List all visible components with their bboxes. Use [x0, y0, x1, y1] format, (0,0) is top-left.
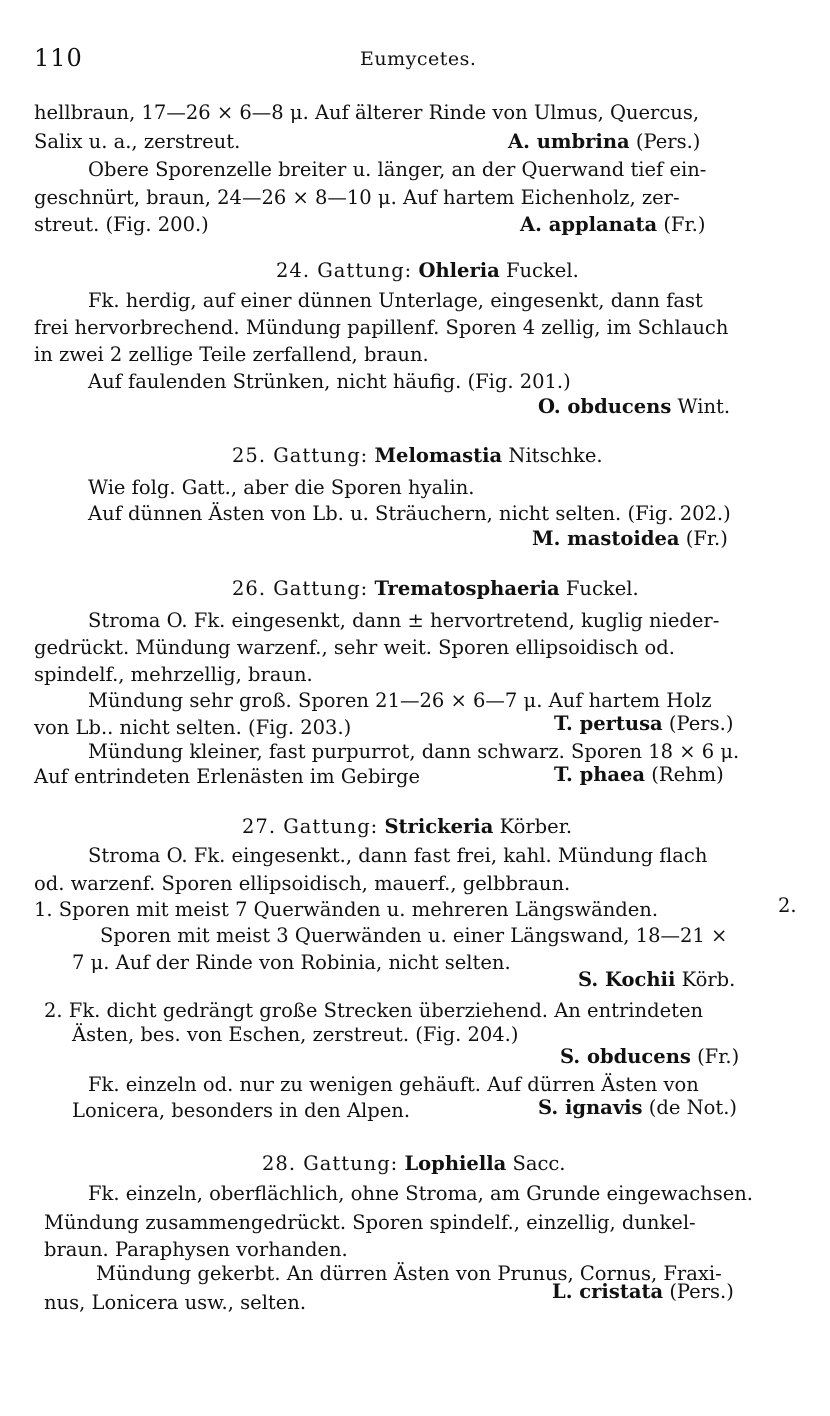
species-author: Wint.: [677, 395, 731, 418]
species-name: A. applanata: [520, 213, 658, 236]
text-line: braun. Paraphysen vorhanden.: [44, 1238, 348, 1261]
genus-name: Trematosphaeria: [374, 577, 560, 600]
text-line: Auf entrindeten Erlenästen im Gebirge: [34, 765, 421, 788]
species-author: (Rehm): [651, 763, 724, 786]
text-line: Lonicera, besonders in den Alpen.: [72, 1099, 411, 1122]
species-author: (Pers.): [635, 130, 701, 153]
genus-heading-24: [276, 259, 579, 283]
species-author: (Pers.): [668, 712, 734, 735]
species-entry: [552, 1280, 734, 1304]
genus-heading-28: [262, 1152, 566, 1176]
text-line: Auf faulenden Strünken, nicht häufig. (Fig. 201.): [88, 370, 571, 393]
genus-name: Lophiella: [404, 1152, 507, 1175]
species-name: A. umbrina: [508, 130, 630, 153]
species-entry: [538, 395, 730, 419]
species-author: (Pers.): [669, 1280, 734, 1303]
species-author: Körb.: [681, 968, 736, 991]
species-entry: [532, 527, 728, 551]
text-line: in zwei 2 zellige Teile zerfallend, braun.: [34, 343, 429, 366]
species-entry: [508, 130, 700, 154]
species-entry: [554, 763, 724, 787]
text-line: Wie folg. Gatt., aber die Sporen hyalin.: [88, 476, 475, 499]
species-entry: [538, 1096, 737, 1120]
species-name: S. obducens: [560, 1045, 691, 1068]
text-line: hellbraun, 17—26 × 6—8 μ. Auf älterer Rinde von Ulmus, Quercus,: [34, 101, 700, 124]
species-entry: [554, 712, 733, 736]
genus-prefix: 27. Gattung:: [242, 815, 379, 838]
species-entry: [560, 1045, 739, 1069]
genus-author: Fuckel.: [565, 577, 639, 600]
genus-author: Nitschke.: [508, 444, 603, 467]
genus-heading-27: [242, 815, 572, 839]
text-line: Obere Sporenzelle breiter u. länger, an der Querwand tief ein-: [88, 158, 707, 181]
genus-prefix: 24. Gattung:: [276, 259, 413, 282]
genus-prefix: 28. Gattung:: [262, 1152, 399, 1175]
species-name: O. obducens: [538, 395, 672, 418]
text-line: Mündung sehr groß. Sporen 21—26 × 6—7 μ. Auf hartem Holz: [88, 689, 712, 712]
text-line: nus, Lonicera usw., selten.: [44, 1291, 307, 1314]
species-name: M. mastoidea: [532, 527, 680, 550]
genus-prefix: 25. Gattung:: [232, 444, 369, 467]
text-line: Fk. einzeln od. nur zu wenigen gehäuft. Auf dürren Ästen von: [88, 1073, 699, 1096]
text-line: Ästen, bes. von Eschen, zerstreut. (Fig. 204.): [72, 1023, 519, 1046]
genus-prefix: 26. Gattung:: [232, 577, 369, 600]
text-line: spindelf., mehrzellig, braun.: [34, 663, 313, 686]
text-line: 7 μ. Auf der Rinde von Robinia, nicht selten.: [72, 951, 511, 974]
text-line: 1. Sporen mit meist 7 Querwänden u. mehreren Längswänden.: [34, 898, 659, 921]
species-name: L. cristata: [552, 1280, 664, 1303]
species-name: T. phaea: [554, 763, 646, 786]
genus-name: Strickeria: [384, 815, 494, 838]
text-line: frei hervorbrechend. Mündung papillenf. Sporen 4 zellig, im Schlauch: [34, 316, 729, 339]
species-author: (Fr.): [697, 1045, 740, 1068]
text-line: Mündung gekerbt. An dürren Ästen von Prunus, Cornus, Fraxi-: [96, 1262, 722, 1285]
text-line: Fk. einzeln, oberflächlich, ohne Stroma, am Grunde eingewachsen.: [88, 1182, 754, 1205]
page-number: 110: [34, 44, 83, 72]
text-line: gedrückt. Mündung warzenf., sehr weit. Sporen ellipsoidisch od.: [34, 636, 675, 659]
text-line: Stroma O. Fk. eingesenkt., dann fast frei, kahl. Mündung flach: [88, 844, 708, 867]
species-author: (de Not.): [648, 1096, 738, 1119]
species-name: T. pertusa: [554, 712, 663, 735]
text-line: Salix u. a., zerstreut.: [34, 130, 241, 153]
genus-heading-26: [232, 577, 639, 601]
text-line: od. warzenf. Sporen ellipsoidisch, mauerf., gelbbraun.: [34, 872, 571, 895]
species-entry: [578, 968, 735, 992]
running-title: Eumycetes.: [360, 48, 477, 70]
species-author: (Fr.): [663, 213, 706, 236]
genus-author: Fuckel.: [505, 259, 579, 282]
text-line: Mündung kleiner, fast purpurrot, dann schwarz. Sporen 18 × 6 μ.: [88, 740, 740, 763]
genus-author: Körber.: [499, 815, 573, 838]
text-line: Fk. herdig, auf einer dünnen Unterlage, eingesenkt, dann fast: [88, 289, 703, 312]
text-line: von Lb.. nicht selten. (Fig. 203.): [34, 716, 352, 739]
species-name: S. ignavis: [538, 1096, 643, 1119]
genus-name: Melomastia: [374, 444, 503, 467]
text-line: Mündung zusammengedrückt. Sporen spindelf., einzellig, dunkel-: [44, 1211, 696, 1234]
text-line: Stroma O. Fk. eingesenkt, dann ± hervortretend, kuglig nieder-: [88, 609, 720, 632]
genus-name: Ohleria: [418, 259, 500, 282]
text-line: Sporen mit meist 3 Querwänden u. einer Längswand, 18—21 ×: [100, 924, 728, 947]
genus-author: Sacc.: [512, 1152, 566, 1175]
species-name: S. Kochii: [578, 968, 676, 991]
species-entry: [520, 213, 705, 237]
text-line: Auf dünnen Ästen von Lb. u. Sträuchern, nicht selten. (Fig. 202.): [88, 502, 731, 525]
genus-heading-25: [232, 444, 603, 468]
key-reference: 2.: [778, 894, 797, 917]
text-line: geschnürt, braun, 24—26 × 8—10 μ. Auf hartem Eichenholz, zer-: [34, 186, 680, 209]
species-author: (Fr.): [685, 527, 728, 550]
text-line: streut. (Fig. 200.): [34, 213, 209, 236]
text-line: 2. Fk. dicht gedrängt große Strecken überziehend. An entrindeten: [44, 999, 704, 1022]
